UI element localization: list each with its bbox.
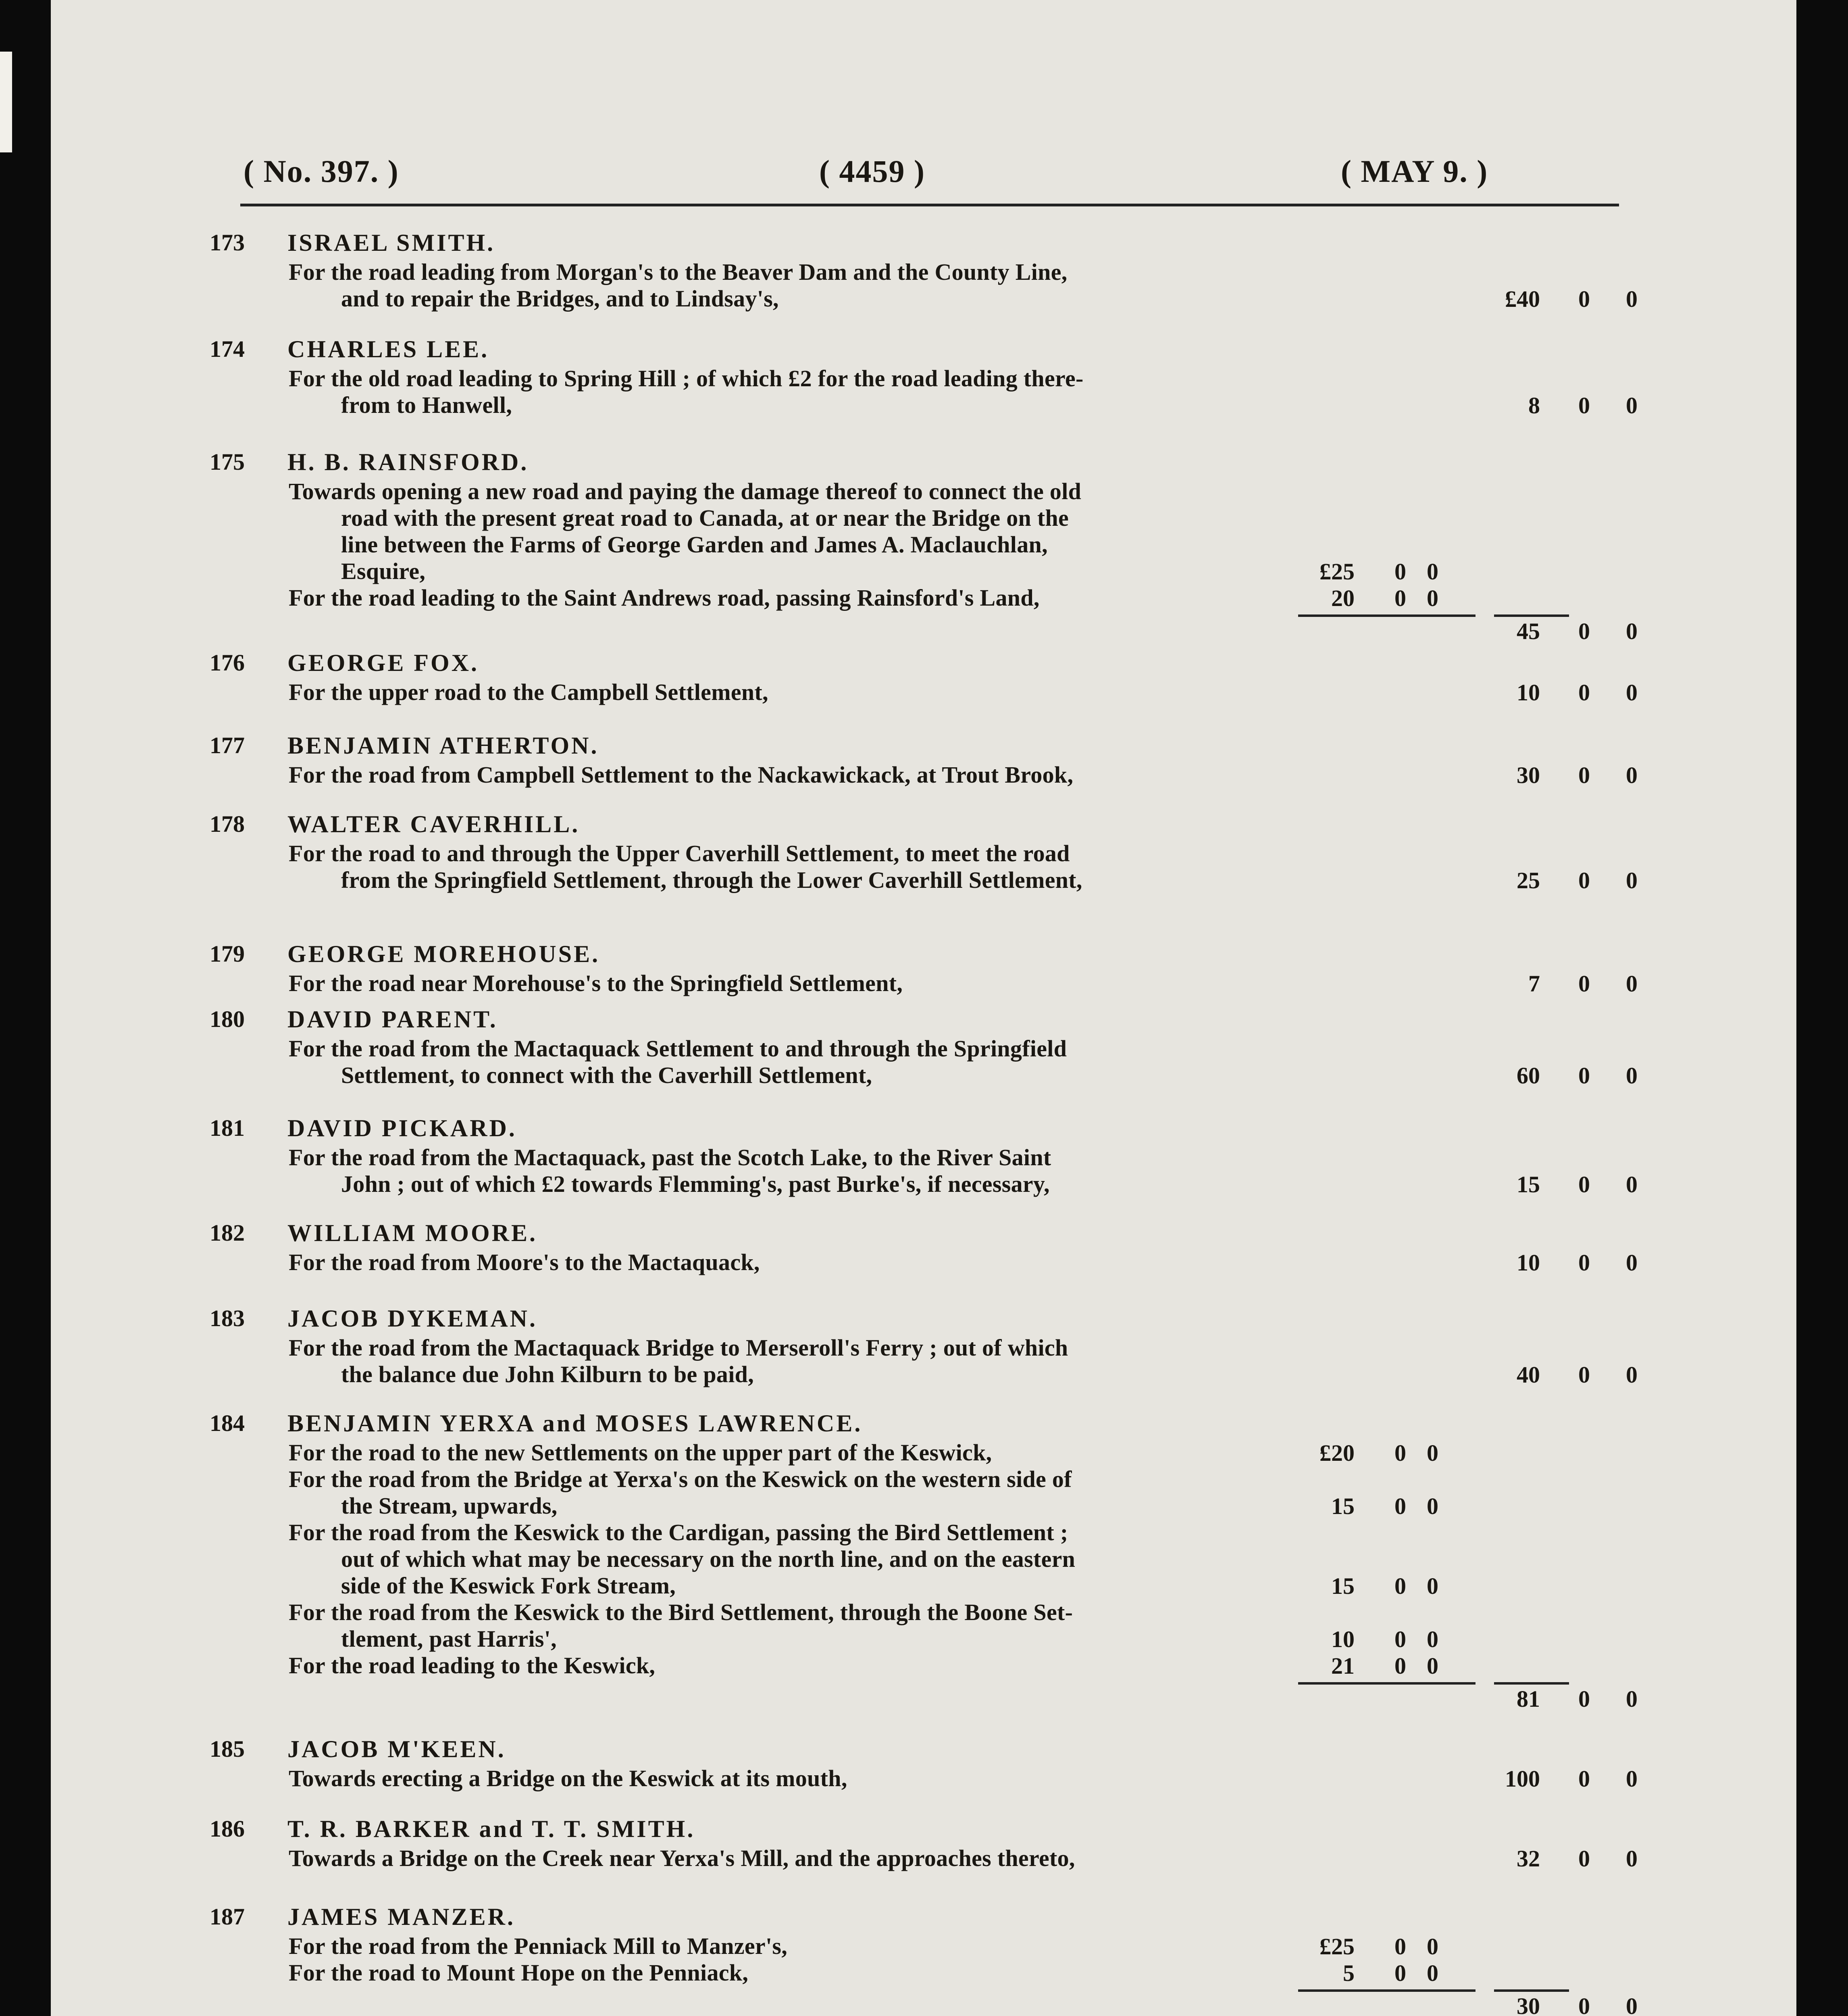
- item-description: [289, 1652, 1333, 1679]
- pence-value: 0: [1626, 762, 1638, 788]
- entry-number: 181: [210, 1115, 245, 1141]
- header-rule: [240, 204, 1619, 206]
- item-amount: [1298, 1493, 1475, 1520]
- pounds-value: 100: [1505, 1766, 1540, 1792]
- item-description: [289, 1466, 1333, 1519]
- item-amount: [1298, 1652, 1475, 1679]
- entry-total: [1454, 1685, 1639, 1712]
- shillings-value: 0: [1394, 585, 1406, 611]
- payee-name: WALTER CAVERHILL.: [287, 811, 580, 837]
- shillings-value: 0: [1578, 1250, 1590, 1276]
- pence-value: 0: [1626, 1362, 1638, 1388]
- shillings-value: 0: [1394, 1960, 1406, 1986]
- pence-value: 0: [1626, 1250, 1638, 1276]
- shillings-value: 0: [1578, 1993, 1590, 2016]
- payee-name: WILLIAM MOORE.: [287, 1220, 538, 1246]
- entry-total: [1454, 1993, 1639, 2016]
- item-description: [289, 679, 1333, 706]
- pence-value: 0: [1427, 1933, 1438, 1960]
- description-line: For the upper road to the Campbell Settlement,: [289, 679, 768, 705]
- entry-total: [1454, 867, 1639, 894]
- description-line: side of the Keswick Fork Stream,: [341, 1572, 676, 1599]
- subtotal-rule: [1494, 614, 1569, 617]
- entry-number: 179: [210, 941, 245, 967]
- pence-value: 0: [1626, 1686, 1638, 1712]
- description-line: For the road from the Mactaquack Settlement to and through the Springfield: [289, 1035, 1067, 1062]
- shillings-value: 0: [1578, 392, 1590, 419]
- description-line: from to Hanwell,: [341, 392, 512, 418]
- shillings-value: 0: [1394, 1933, 1406, 1960]
- item-amount: [1298, 1933, 1475, 1960]
- entry-total: [1454, 618, 1639, 645]
- item-amount: [1298, 558, 1475, 585]
- shillings-value: 0: [1578, 1766, 1590, 1792]
- shillings-value: 0: [1578, 867, 1590, 893]
- item-description: [289, 840, 1333, 893]
- pounds-value: 8: [1528, 392, 1540, 419]
- item-description: [289, 259, 1333, 312]
- description-line: Towards a Bridge on the Creek near Yerxa's Mill, and the approaches thereto,: [289, 1845, 1075, 1871]
- description-line: For the road leading from Morgan's to the Beaver Dam and the County Line,: [289, 259, 1068, 285]
- subtotal-rule: [1494, 1682, 1569, 1685]
- shillings-value: 0: [1394, 1440, 1406, 1466]
- pounds-value: £25: [1319, 558, 1355, 585]
- shillings-value: 0: [1578, 1171, 1590, 1198]
- item-description: [289, 1599, 1333, 1652]
- description-line: For the road from the Mactaquack Bridge to Merseroll's Ferry ; out of which: [289, 1335, 1068, 1361]
- entry-total: [1454, 392, 1639, 419]
- shillings-value: 0: [1578, 618, 1590, 644]
- shillings-value: 0: [1394, 1493, 1406, 1519]
- entry-number: 174: [210, 336, 245, 362]
- document-page: [51, 0, 1796, 2016]
- item-amount: [1298, 1439, 1475, 1466]
- entry-total: [1454, 1171, 1639, 1198]
- payee-name: BENJAMIN ATHERTON.: [287, 732, 599, 759]
- item-description: [289, 365, 1333, 419]
- shillings-value: 0: [1578, 1062, 1590, 1089]
- pounds-value: 21: [1331, 1653, 1355, 1679]
- pounds-value: 30: [1517, 1993, 1540, 2016]
- payee-name: JACOB DYKEMAN.: [287, 1305, 537, 1332]
- pence-value: 0: [1427, 585, 1438, 611]
- payee-name: JACOB M'KEEN.: [287, 1736, 506, 1762]
- item-description: [289, 1335, 1333, 1388]
- entry-total: [1454, 285, 1639, 312]
- description-line: For the old road leading to Spring Hill ; of which £2 for the road leading there-: [289, 365, 1084, 392]
- pounds-value: 40: [1517, 1362, 1540, 1388]
- entry-number: 185: [210, 1736, 245, 1762]
- description-line: For the road to Mount Hope on the Penniack,: [289, 1960, 749, 1986]
- pounds-value: 5: [1343, 1960, 1355, 1986]
- description-line: For the road from the Bridge at Yerxa's on the Keswick on the western side of: [289, 1466, 1072, 1492]
- payee-name: JAMES MANZER.: [287, 1904, 516, 1930]
- description-line: out of which what may be necessary on the north line, and on the eastern: [341, 1546, 1076, 1572]
- pounds-value: 81: [1517, 1686, 1540, 1712]
- payee-name: H. B. RAINSFORD.: [287, 449, 529, 475]
- pence-value: 0: [1626, 679, 1638, 706]
- description-line: For the road from the Keswick to the Cardigan, passing the Bird Settlement ;: [289, 1519, 1068, 1545]
- item-amount: [1298, 1960, 1475, 1987]
- entry-number: 187: [210, 1904, 245, 1930]
- entry-number: 180: [210, 1006, 245, 1032]
- pounds-value: 15: [1331, 1573, 1355, 1599]
- item-amount: [1298, 1626, 1475, 1653]
- pence-value: 0: [1427, 558, 1438, 585]
- shillings-value: 0: [1578, 1362, 1590, 1388]
- pence-value: 0: [1626, 971, 1638, 997]
- description-line: road with the present great road to Canada, at or near the Bridge on the: [341, 505, 1069, 531]
- description-line: For the road leading to the Saint Andrews road, passing Rainsford's Land,: [289, 585, 1040, 611]
- entry-total: [1454, 1249, 1639, 1276]
- pence-value: 0: [1427, 1653, 1438, 1679]
- entry-number: 182: [210, 1220, 245, 1246]
- subtotal-rule: [1298, 1682, 1475, 1685]
- shillings-value: 0: [1578, 1686, 1590, 1712]
- item-description: [289, 1765, 1333, 1792]
- pounds-value: 45: [1517, 618, 1540, 644]
- description-line: from the Springfield Settlement, through the Lower Caverhill Settlement,: [341, 867, 1082, 893]
- description-line: John ; out of which £2 towards Flemming's, past Burke's, if necessary,: [341, 1171, 1050, 1197]
- page-number: ( 4459 ): [819, 154, 925, 189]
- description-line: line between the Farms of George Garden and James A. Maclauchlan,: [341, 531, 1048, 558]
- payee-name: CHARLES LEE.: [287, 336, 489, 362]
- pence-value: 0: [1427, 1626, 1438, 1652]
- item-description: [289, 1249, 1333, 1276]
- entry-number: 184: [210, 1410, 245, 1436]
- pence-value: 0: [1626, 1766, 1638, 1792]
- entry-total: [1454, 1361, 1639, 1388]
- payee-name: DAVID PARENT.: [287, 1006, 498, 1033]
- item-amount: [1298, 585, 1475, 612]
- pence-value: 0: [1427, 1440, 1438, 1466]
- item-description: [289, 478, 1333, 585]
- description-line: Settlement, to connect with the Caverhill Settlement,: [341, 1062, 872, 1088]
- item-description: [289, 585, 1333, 611]
- item-description: [289, 762, 1333, 788]
- pence-value: 0: [1626, 392, 1638, 419]
- entry-number: 183: [210, 1305, 245, 1331]
- description-line: the balance due John Kilburn to be paid,: [341, 1361, 754, 1387]
- item-description: [289, 1439, 1333, 1466]
- pounds-value: 60: [1517, 1062, 1540, 1089]
- pence-value: 0: [1626, 1993, 1638, 2016]
- entry-number: 173: [210, 229, 245, 256]
- shillings-value: 0: [1578, 679, 1590, 706]
- pounds-value: 10: [1517, 1250, 1540, 1276]
- description-line: For the road from the Mactaquack, past the Scotch Lake, to the River Saint: [289, 1144, 1051, 1170]
- description-line: For the road from the Keswick to the Bird Settlement, through the Boone Set-: [289, 1599, 1073, 1625]
- pence-value: 0: [1427, 1573, 1438, 1599]
- payee-name: GEORGE MOREHOUSE.: [287, 941, 600, 967]
- entry-number: 177: [210, 732, 245, 758]
- pence-value: 0: [1626, 1845, 1638, 1872]
- payee-name: DAVID PICKARD.: [287, 1115, 517, 1141]
- pounds-value: 7: [1528, 971, 1540, 997]
- item-description: [289, 1519, 1333, 1599]
- pounds-value: 32: [1517, 1845, 1540, 1872]
- shillings-value: 0: [1578, 286, 1590, 312]
- shillings-value: 0: [1394, 1626, 1406, 1652]
- description-line: For the road to and through the Upper Caverhill Settlement, to meet the road: [289, 840, 1070, 866]
- item-amount: [1298, 1572, 1475, 1599]
- shillings-value: 0: [1394, 558, 1406, 585]
- pounds-value: 20: [1331, 585, 1355, 611]
- description-line: For the road from Moore's to the Mactaquack,: [289, 1249, 760, 1275]
- entry-number: 178: [210, 811, 245, 837]
- description-line: For the road to the new Settlements on the upper part of the Keswick,: [289, 1439, 992, 1466]
- item-description: [289, 1933, 1333, 1960]
- description-line: For the road from Campbell Settlement to the Nackawickack, at Trout Brook,: [289, 762, 1074, 788]
- pounds-value: 10: [1331, 1626, 1355, 1652]
- pence-value: 0: [1626, 1062, 1638, 1089]
- payee-name: BENJAMIN YERXA and MOSES LAWRENCE.: [287, 1410, 863, 1437]
- shillings-value: 0: [1578, 762, 1590, 788]
- shillings-value: 0: [1578, 1845, 1590, 1872]
- shillings-value: 0: [1578, 971, 1590, 997]
- entry-number: 186: [210, 1816, 245, 1842]
- entry-number: 175: [210, 449, 245, 475]
- description-line: the Stream, upwards,: [341, 1493, 558, 1519]
- description-line: Towards erecting a Bridge on the Keswick at its mouth,: [289, 1765, 847, 1791]
- description-line: For the road near Morehouse's to the Springfield Settlement,: [289, 970, 903, 996]
- item-description: [289, 1144, 1333, 1198]
- issue-date: ( MAY 9. ): [1341, 154, 1488, 189]
- description-line: and to repair the Bridges, and to Lindsay's,: [341, 285, 779, 312]
- shillings-value: 0: [1394, 1653, 1406, 1679]
- scan-edge-mark: [0, 52, 12, 152]
- pence-value: 0: [1626, 618, 1638, 644]
- item-description: [289, 970, 1333, 997]
- description-line: For the road leading to the Keswick,: [289, 1652, 656, 1679]
- pounds-value: 25: [1517, 867, 1540, 893]
- entry-total: [1454, 762, 1639, 789]
- subtotal-rule: [1298, 1989, 1475, 1992]
- description-line: tlement, past Harris',: [341, 1626, 557, 1652]
- pence-value: 0: [1427, 1960, 1438, 1986]
- pounds-value: 30: [1517, 762, 1540, 788]
- pence-value: 0: [1626, 867, 1638, 893]
- entry-total: [1454, 1845, 1639, 1872]
- subtotal-rule: [1494, 1989, 1569, 1992]
- payee-name: GEORGE FOX.: [287, 650, 479, 676]
- entry-total: [1454, 679, 1639, 706]
- entry-total: [1454, 1062, 1639, 1089]
- pounds-value: 15: [1517, 1171, 1540, 1198]
- payee-name: ISRAEL SMITH.: [287, 229, 495, 256]
- pounds-value: 10: [1517, 679, 1540, 706]
- pounds-value: £20: [1319, 1440, 1355, 1466]
- description-line: For the road from the Penniack Mill to Manzer's,: [289, 1933, 788, 1959]
- item-description: [289, 1960, 1333, 1986]
- issue-number: ( No. 397. ): [243, 154, 399, 189]
- pence-value: 0: [1626, 286, 1638, 312]
- item-description: [289, 1845, 1333, 1872]
- entry-total: [1454, 1765, 1639, 1792]
- description-line: Esquire,: [341, 558, 426, 584]
- pounds-value: £40: [1505, 286, 1540, 312]
- pounds-value: £25: [1319, 1933, 1355, 1960]
- pounds-value: 15: [1331, 1493, 1355, 1519]
- pence-value: 0: [1626, 1171, 1638, 1198]
- entry-number: 176: [210, 650, 245, 676]
- subtotal-rule: [1298, 614, 1475, 617]
- payee-name: T. R. BARKER and T. T. SMITH.: [287, 1816, 695, 1842]
- item-description: [289, 1035, 1333, 1089]
- pence-value: 0: [1427, 1493, 1438, 1519]
- shillings-value: 0: [1394, 1573, 1406, 1599]
- description-line: Towards opening a new road and paying the damage thereof to connect the old: [289, 478, 1082, 504]
- entry-total: [1454, 970, 1639, 997]
